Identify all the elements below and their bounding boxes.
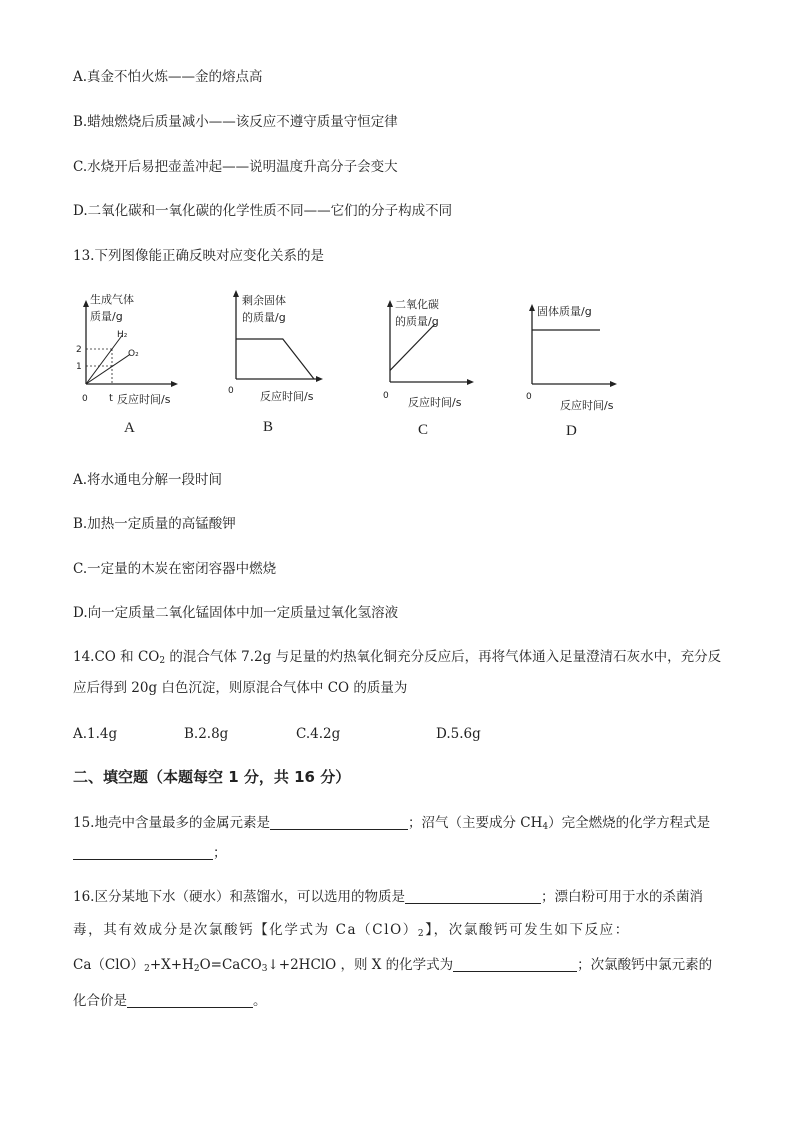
q15-part2: ；沼气（主要成分 CH (407, 815, 543, 831)
graph-b-x-arrow (316, 376, 323, 382)
graph-a (72, 285, 187, 436)
q12-option-b: B.蜡烛燃烧后质量减小——该反应不遵守质量守恒定律 (73, 114, 398, 130)
q14-line1-a: 14.CO 和 CO (73, 649, 160, 665)
q15-end: ； (213, 845, 227, 861)
q13-stem: 13.下列图像能正确反映对应变化关系的是 (73, 248, 324, 264)
q15-line-2 (73, 843, 227, 863)
graph-c-ylabel-2: 的质量/g (395, 315, 439, 328)
q13-option-a: A.将水通电分解一段时间 (73, 472, 223, 488)
q16-blank-2[interactable] (453, 957, 577, 972)
graph-c-xlabel: 反应时间/s (408, 396, 462, 409)
graph-a-ytick-1: 1 (76, 362, 82, 372)
q16-l3-e: ；次氯酸钙中氯元素的 (577, 957, 713, 973)
graph-c (378, 285, 488, 438)
graph-a-x-arrow (171, 381, 178, 387)
q16-l3-sub3: 3 (261, 964, 268, 974)
graph-c-y-arrow (387, 300, 393, 307)
q14-line-2: 应后得到 20g 白色沉淀，则原混合气体中 CO 的质量为 (73, 680, 408, 696)
q12-option-d: D.二氧化碳和一氧化碳的化学性质不同——它们的分子构成不同 (73, 203, 453, 219)
graph-b-svg (222, 285, 332, 415)
q12-option-a: A.真金不怕火炼——金的熔点高 (73, 69, 263, 85)
graph-c-ylabel-1: 二氧化碳 (395, 298, 439, 311)
q16-l3-b: +X+H (149, 957, 194, 973)
graph-b-letter: B (263, 419, 274, 435)
q16-line-2 (73, 920, 630, 944)
graph-d-y-arrow (529, 304, 535, 311)
graph-b-y-arrow (233, 290, 239, 297)
graph-c-origin: 0 (383, 391, 389, 401)
q15-part3: ）完全燃烧的化学方程式是 (548, 815, 711, 831)
q16-l1-a: 16.区分某地下水（硬水）和蒸馏水，可以选用的物质是 (73, 889, 405, 905)
graph-a-o2-label: O₂ (128, 349, 139, 359)
graph-c-line (390, 324, 435, 370)
q13-option-c: C.一定量的木炭在密闭容器中燃烧 (73, 561, 277, 577)
q16-l3-sub2: 2 (193, 964, 200, 974)
q16-l3-c: O=CaCO (199, 957, 262, 973)
section-heading: 二、填空题（本题每空 1 分，共 16 分） (73, 768, 351, 786)
q14-option-a: A.1.4g (73, 726, 118, 742)
graph-d-x-arrow (610, 381, 617, 387)
graph-d-letter: D (566, 423, 577, 439)
q15-blank-2[interactable] (73, 845, 213, 860)
graph-a-h2-line (86, 335, 122, 384)
q16-l3-d: ↓+2HClO ，则 X 的化学式为 (267, 957, 454, 973)
q14-line1-b: 的混合气体 7.2g 与足量的灼热氧化铜充分反应后，再将气体通入足量澄清石灰水中，充分反 (165, 649, 722, 665)
graph-c-svg (378, 285, 488, 415)
q16-l1-b: ；漂白粉可用于水的杀菌消 (540, 889, 703, 905)
graph-a-y-arrow (83, 300, 89, 307)
graph-b-ylabel-1: 剩余固体 (242, 294, 286, 307)
q16-line-1 (73, 887, 703, 907)
graph-a-xtick-t: t (109, 393, 113, 404)
q16-l2-sub: 2 (417, 929, 426, 939)
graph-b-origin: 0 (228, 386, 234, 396)
graph-a-h2-label: H₂ (117, 330, 128, 340)
graph-a-o2-line (86, 354, 130, 384)
graph-b-xlabel: 反应时间/s (260, 390, 314, 403)
q15-line-1 (73, 813, 710, 837)
q15-blank-1[interactable] (270, 815, 408, 830)
q16-line-4 (73, 991, 267, 1011)
graph-d-ylabel-1: 固体质量/g (537, 305, 592, 318)
graph-c-letter: C (418, 422, 429, 438)
q14-line1-sub: 2 (159, 656, 166, 666)
q15-sub: 4 (542, 822, 549, 832)
graph-a-svg (72, 285, 187, 415)
graph-a-letter: A (124, 420, 135, 436)
q14-line-1 (73, 647, 721, 671)
q13-option-b: B.加热一定质量的高锰酸钾 (73, 516, 236, 532)
q13-option-d: D.向一定质量二氧化锰固体中加一定质量过氧化氢溶液 (73, 605, 399, 621)
graph-d-svg (520, 285, 630, 415)
graph-d-xlabel: 反应时间/s (560, 399, 614, 412)
graph-a-ylabel-1: 生成气体 (90, 293, 134, 306)
graph-a-xlabel: 反应时间/s (117, 393, 171, 406)
q16-l3-a: Ca（ClO） (73, 957, 145, 973)
graph-b (222, 285, 332, 435)
graph-d (520, 285, 630, 439)
q12-option-c: C.水烧开后易把壶盖冲起——说明温度升高分子会变大 (73, 159, 398, 175)
q16-line-3 (73, 955, 712, 979)
graph-b-line (236, 339, 314, 379)
graph-b-ylabel-2: 的质量/g (242, 311, 286, 324)
graph-a-ytick-2: 2 (76, 345, 82, 355)
q16-l2-end: 】，次氯酸钙可发生如下反应： (425, 922, 630, 938)
q16-l4: 化合价是 (73, 993, 127, 1009)
q14-option-d: D.5.6g (436, 726, 481, 742)
q16-blank-1[interactable] (405, 889, 541, 904)
graph-a-origin: 0 (82, 394, 88, 404)
graph-c-x-arrow (467, 379, 474, 385)
graph-a-ylabel-2: 质量/g (90, 310, 123, 323)
q16-l4-end: 。 (253, 993, 267, 1009)
q16-blank-3[interactable] (127, 993, 253, 1008)
q16-l2: 毒，其有效成分是次氯酸钙【化学式为 Ca（ClO） (73, 922, 418, 938)
q14-option-c: C.4.2g (296, 726, 341, 742)
q15-part1: 15.地壳中含量最多的金属元素是 (73, 815, 270, 831)
q14-option-b: B.2.8g (184, 726, 229, 742)
graph-d-origin: 0 (526, 392, 532, 402)
q16-l3-sub1: 2 (144, 964, 150, 974)
